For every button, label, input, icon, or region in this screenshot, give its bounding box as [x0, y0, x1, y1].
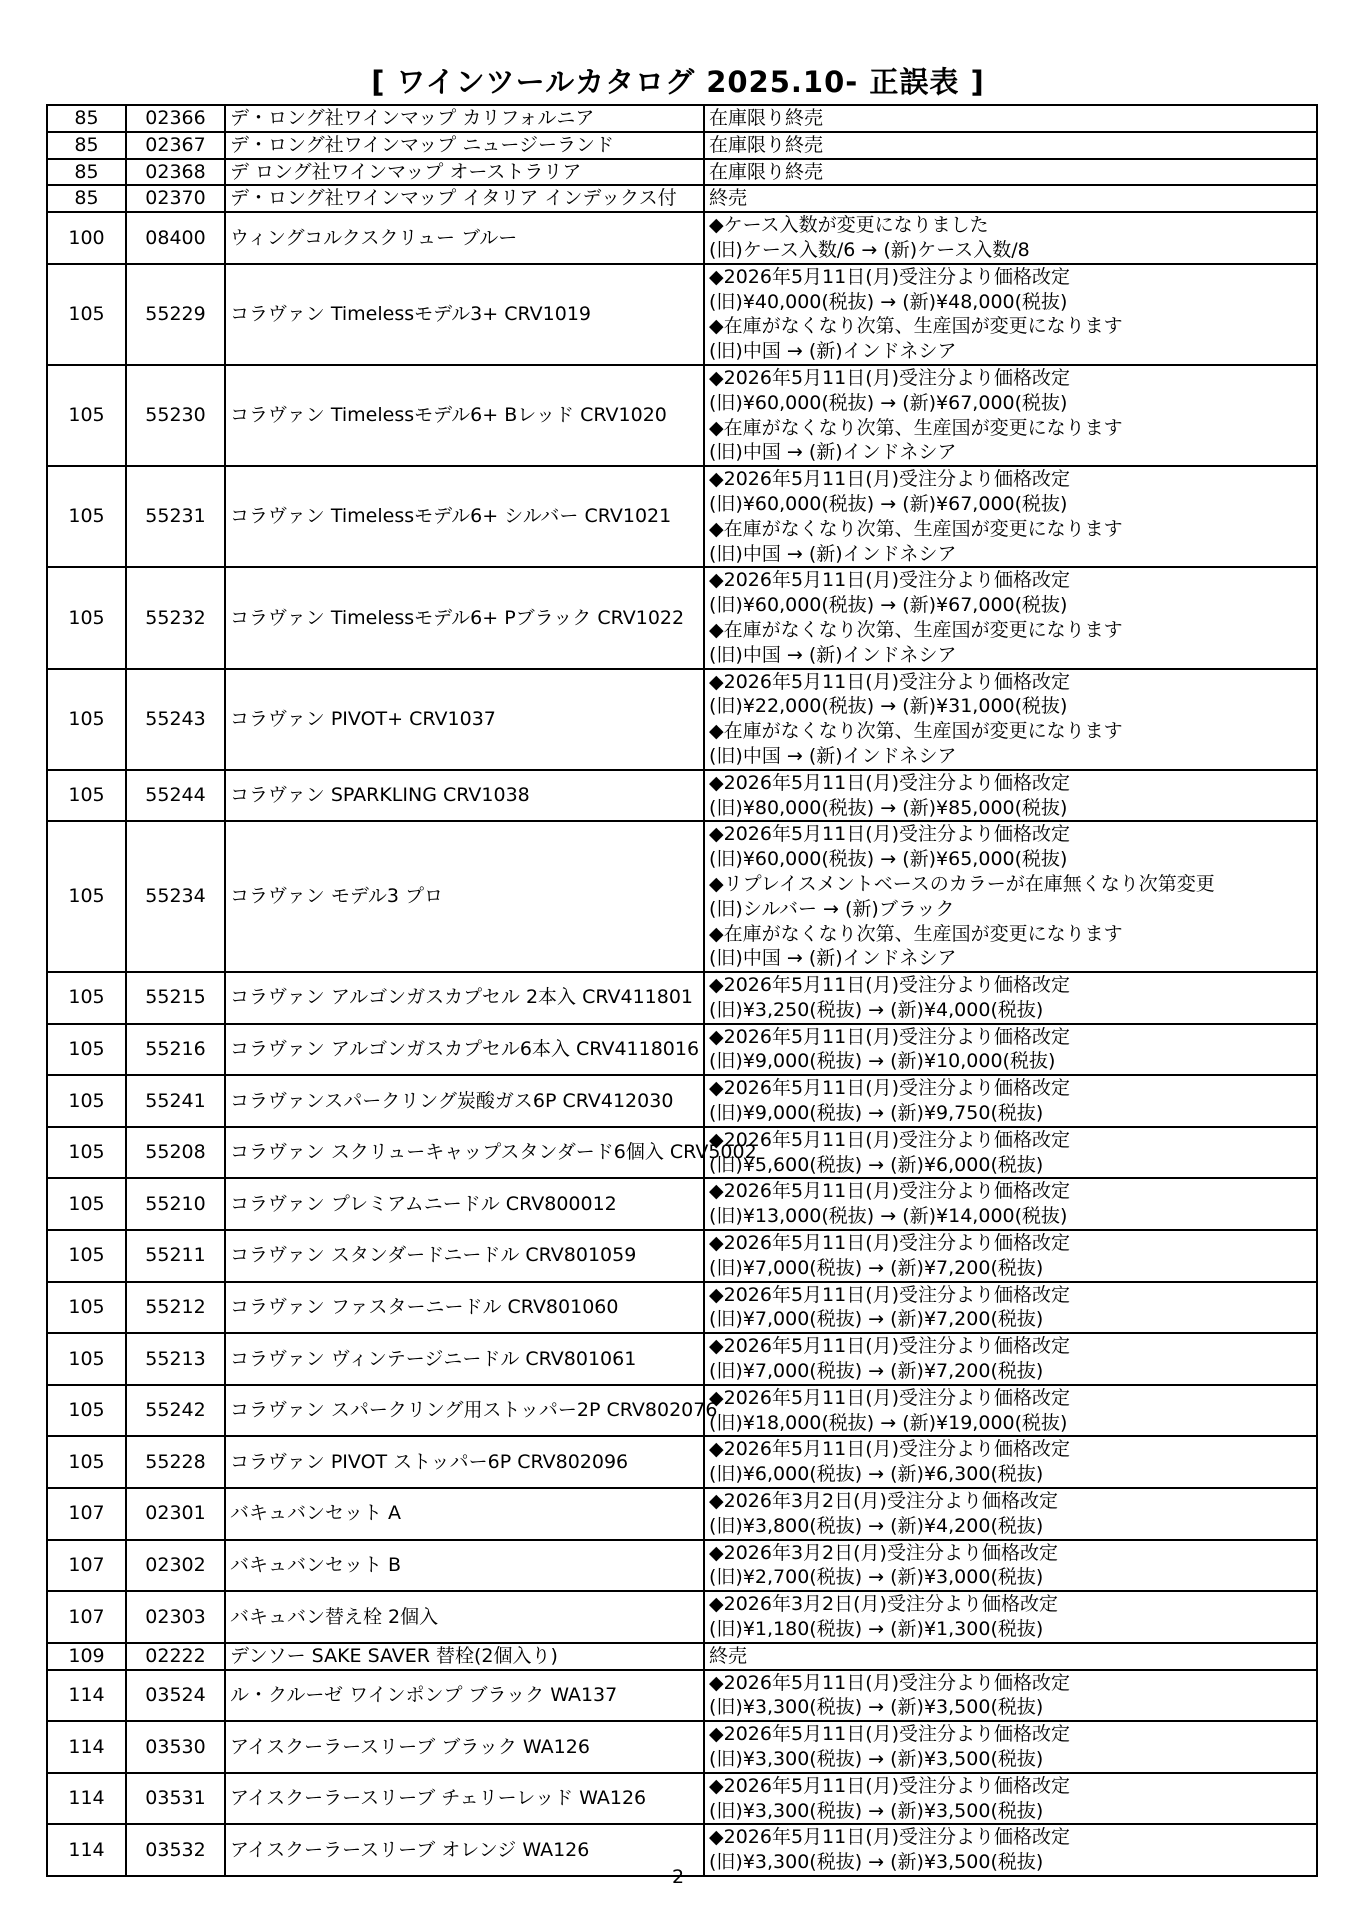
note-line: ◆2026年5月11日(月)受注分より価格改定 — [709, 670, 1071, 693]
table-row — [47, 365, 1317, 466]
note-line: ◆2026年5月11日(月)受注分より価格改定 — [709, 823, 1071, 846]
product-code-cell: 02302 — [126, 1540, 225, 1592]
table-row — [47, 185, 1317, 212]
note-line: ◆在庫がなくなり次第、生産国が変更になります — [709, 618, 1123, 641]
product-name-cell: ウィングコルクスクリュー ブルー — [225, 212, 704, 264]
product-code-cell: 02370 — [126, 185, 225, 212]
note-line: (旧)¥7,000(税抜) → (新)¥7,200(税抜) — [709, 1256, 1044, 1279]
product-code-cell: 55229 — [126, 264, 225, 365]
note-line: ◆2026年5月11日(月)受注分より価格改定 — [709, 366, 1071, 389]
product-name-cell: コラヴァン スパークリング用ストッパー2P CRV802076 — [225, 1385, 704, 1437]
product-code-cell: 55230 — [126, 365, 225, 466]
catalog-page-cell: 107 — [47, 1488, 126, 1540]
product-code-cell: 55231 — [126, 466, 225, 567]
note-line: (旧)¥60,000(税抜) → (新)¥67,000(税抜) — [709, 391, 1068, 414]
note-line: (旧)¥3,800(税抜) → (新)¥4,200(税抜) — [709, 1514, 1044, 1537]
note-line: ◆2026年5月11日(月)受注分より価格改定 — [709, 974, 1071, 997]
note-line: ◆2026年5月11日(月)受注分より価格改定 — [709, 1180, 1071, 1203]
notes-cell — [704, 1643, 1317, 1670]
table-row — [47, 1643, 1317, 1670]
product-name-cell: コラヴァン Timelessモデル6+ シルバー CRV1021 — [225, 466, 704, 567]
notes-cell — [704, 972, 1317, 1024]
note-line: 在庫限り終売 — [709, 133, 824, 156]
catalog-page-cell: 85 — [47, 185, 126, 212]
notes-cell — [704, 466, 1317, 567]
note-line: (旧)中国 → (新)インドネシア — [709, 542, 957, 565]
catalog-page-cell: 114 — [47, 1721, 126, 1773]
catalog-page-cell: 105 — [47, 1024, 126, 1076]
catalog-page-cell: 105 — [47, 1075, 126, 1127]
table-row — [47, 1591, 1317, 1643]
note-line: (旧)¥3,300(税抜) → (新)¥3,500(税抜) — [709, 1696, 1044, 1719]
note-line: (旧)¥13,000(税抜) → (新)¥14,000(税抜) — [709, 1205, 1068, 1228]
notes-cell — [704, 1333, 1317, 1385]
note-line: ◆在庫がなくなり次第、生産国が変更になります — [709, 315, 1123, 338]
note-line: ◆2026年5月11日(月)受注分より価格改定 — [709, 1438, 1071, 1461]
notes-cell — [704, 1385, 1317, 1437]
page-number: 2 — [671, 1866, 685, 1888]
notes-cell — [704, 105, 1317, 132]
catalog-page-cell: 105 — [47, 1178, 126, 1230]
notes-cell — [704, 1721, 1317, 1773]
note-line: (旧)¥9,000(税抜) → (新)¥10,000(税抜) — [709, 1050, 1056, 1073]
catalog-page-cell: 105 — [47, 264, 126, 365]
table-row — [47, 466, 1317, 567]
note-line: (旧)中国 → (新)インドネシア — [709, 340, 957, 363]
table-row — [47, 1024, 1317, 1076]
product-code-cell: 02301 — [126, 1488, 225, 1540]
note-line: (旧)¥60,000(税抜) → (新)¥67,000(税抜) — [709, 594, 1068, 617]
table-row — [47, 1773, 1317, 1825]
product-code-cell: 02303 — [126, 1591, 225, 1643]
notes-cell — [704, 1540, 1317, 1592]
table-row — [47, 1178, 1317, 1230]
notes-cell — [704, 1230, 1317, 1282]
table-row — [47, 1540, 1317, 1592]
product-code-cell: 03524 — [126, 1670, 225, 1722]
note-line: ◆2026年5月11日(月)受注分より価格改定 — [709, 1232, 1071, 1255]
table-row — [47, 1127, 1317, 1179]
errata-table — [46, 104, 1318, 1877]
notes-cell — [704, 185, 1317, 212]
catalog-page-cell: 105 — [47, 669, 126, 770]
note-line: (旧)¥1,180(税抜) → (新)¥1,300(税抜) — [709, 1618, 1044, 1641]
note-line: ◆2026年5月11日(月)受注分より価格改定 — [709, 1283, 1071, 1306]
notes-cell — [704, 669, 1317, 770]
product-code-cell: 03531 — [126, 1773, 225, 1825]
product-name-cell: コラヴァン Timelessモデル3+ CRV1019 — [225, 264, 704, 365]
page-title: [ ワインツールカタログ 2025.10- 正誤表 ] — [371, 65, 985, 99]
product-code-cell: 55228 — [126, 1436, 225, 1488]
note-line: ◆2026年5月11日(月)受注分より価格改定 — [709, 1077, 1071, 1100]
notes-cell — [704, 1591, 1317, 1643]
note-line: (旧)中国 → (新)インドネシア — [709, 441, 957, 464]
product-name-cell: バキュバンセット B — [225, 1540, 704, 1592]
note-line: 終売 — [709, 1644, 748, 1667]
catalog-page-cell: 105 — [47, 770, 126, 822]
product-name-cell: コラヴァン アルゴンガスカプセル 2本入 CRV411801 — [225, 972, 704, 1024]
product-name-cell: コラヴァン プレミアムニードル CRV800012 — [225, 1178, 704, 1230]
product-name-cell: コラヴァン ヴィンテージニードル CRV801061 — [225, 1333, 704, 1385]
product-code-cell: 02368 — [126, 159, 225, 186]
catalog-page-cell: 114 — [47, 1670, 126, 1722]
catalog-page-cell: 85 — [47, 105, 126, 132]
product-code-cell: 55215 — [126, 972, 225, 1024]
table-row — [47, 1670, 1317, 1722]
catalog-page-cell: 105 — [47, 1333, 126, 1385]
product-code-cell: 55213 — [126, 1333, 225, 1385]
table-row — [47, 1488, 1317, 1540]
note-line: (旧)中国 → (新)インドネシア — [709, 643, 957, 666]
catalog-page-cell: 105 — [47, 1385, 126, 1437]
notes-cell — [704, 1488, 1317, 1540]
notes-cell — [704, 1178, 1317, 1230]
catalog-page-cell: 105 — [47, 567, 126, 668]
table-row — [47, 1282, 1317, 1334]
product-name-cell: バキュバンセット A — [225, 1488, 704, 1540]
note-line: (旧)¥80,000(税抜) → (新)¥85,000(税抜) — [709, 796, 1068, 819]
catalog-page-cell: 114 — [47, 1824, 126, 1876]
product-name-cell: コラヴァンスパークリング炭酸ガス6P CRV412030 — [225, 1075, 704, 1127]
table-row — [47, 132, 1317, 159]
catalog-page-cell: 105 — [47, 1436, 126, 1488]
note-line: (旧)¥3,300(税抜) → (新)¥3,500(税抜) — [709, 1748, 1044, 1770]
note-line: ◆在庫がなくなり次第、生産国が変更になります — [709, 720, 1123, 743]
note-line: (旧)¥2,700(税抜) → (新)¥3,000(税抜) — [709, 1566, 1044, 1589]
note-line: (旧)¥3,250(税抜) → (新)¥4,000(税抜) — [709, 998, 1044, 1021]
product-name-cell: コラヴァン アルゴンガスカプセル6本入 CRV4118016 — [225, 1024, 704, 1076]
table-row — [47, 1075, 1317, 1127]
catalog-page-cell: 100 — [47, 212, 126, 264]
notes-cell — [704, 1127, 1317, 1179]
product-code-cell: 55208 — [126, 1127, 225, 1179]
product-code-cell: 55242 — [126, 1385, 225, 1437]
table-row — [47, 1230, 1317, 1282]
table-row — [47, 770, 1317, 822]
product-code-cell: 08400 — [126, 212, 225, 264]
product-code-cell: 03532 — [126, 1824, 225, 1876]
table-row — [47, 567, 1317, 668]
note-line: ◆2026年5月11日(月)受注分より価格改定 — [709, 265, 1071, 288]
notes-cell — [704, 132, 1317, 159]
notes-cell — [704, 365, 1317, 466]
notes-cell — [704, 1670, 1317, 1722]
note-line: (旧)¥7,000(税抜) → (新)¥7,200(税抜) — [709, 1308, 1044, 1331]
note-line: (旧)中国 → (新)インドネシア — [709, 744, 957, 767]
product-code-cell: 55244 — [126, 770, 225, 822]
product-code-cell: 55216 — [126, 1024, 225, 1076]
product-name-cell: コラヴァン ファスターニードル CRV801060 — [225, 1282, 704, 1334]
note-line: ◆2026年5月11日(月)受注分より価格改定 — [709, 1386, 1071, 1409]
product-name-cell: コラヴァン PIVOT+ CRV1037 — [225, 669, 704, 770]
note-line: ◆2026年3月2日(月)受注分より価格改定 — [709, 1593, 1058, 1616]
product-name-cell: コラヴァン スタンダードニードル CRV801059 — [225, 1230, 704, 1282]
notes-cell — [704, 1436, 1317, 1488]
catalog-page-cell: 85 — [47, 132, 126, 159]
table-row — [47, 669, 1317, 770]
table-row — [47, 105, 1317, 132]
catalog-page-cell: 105 — [47, 1127, 126, 1179]
note-line: (旧)¥7,000(税抜) → (新)¥7,200(税抜) — [709, 1360, 1044, 1383]
product-name-cell: ル・クルーゼ ワインポンプ ブラック WA137 — [225, 1670, 704, 1722]
catalog-page-cell: 85 — [47, 159, 126, 186]
product-name-cell: コラヴァン PIVOT ストッパー6P CRV802096 — [225, 1436, 704, 1488]
catalog-page-cell: 107 — [47, 1591, 126, 1643]
product-name-cell: コラヴァン SPARKLING CRV1038 — [225, 770, 704, 822]
note-line: (旧)¥18,000(税抜) → (新)¥19,000(税抜) — [709, 1411, 1068, 1434]
note-line: ◆在庫がなくなり次第、生産国が変更になります — [709, 416, 1123, 439]
notes-cell — [704, 1075, 1317, 1127]
table-row — [47, 1721, 1317, 1773]
table-row — [47, 1436, 1317, 1488]
notes-cell — [704, 212, 1317, 264]
product-name-cell: デ・ロング社ワインマップ イタリア インデックス付 — [225, 185, 704, 212]
product-name-cell: アイスクーラースリーブ チェリーレッド WA126 — [225, 1773, 704, 1825]
note-line: ◆2026年5月11日(月)受注分より価格改定 — [709, 1826, 1071, 1849]
note-line: ◆リプレイスメントベースのカラーが在庫無くなり次第変更 — [709, 872, 1215, 895]
note-line: (旧)¥3,300(税抜) → (新)¥3,500(税抜) — [709, 1799, 1044, 1822]
note-line: (旧)シルバー → (新)ブラック — [709, 897, 955, 920]
catalog-page-cell: 105 — [47, 1282, 126, 1334]
notes-cell — [704, 1282, 1317, 1334]
note-line: 在庫限り終売 — [709, 107, 824, 129]
note-line: (旧)¥9,000(税抜) → (新)¥9,750(税抜) — [709, 1102, 1044, 1125]
notes-cell — [704, 821, 1317, 972]
note-line: (旧)¥60,000(税抜) → (新)¥67,000(税抜) — [709, 492, 1068, 515]
catalog-page-cell: 107 — [47, 1540, 126, 1592]
note-line: ◆ケース入数が変更になりました — [709, 214, 989, 237]
notes-cell — [704, 159, 1317, 186]
note-line: ◆2026年5月11日(月)受注分より価格改定 — [709, 1774, 1071, 1797]
note-line: ◆2026年5月11日(月)受注分より価格改定 — [709, 1025, 1071, 1048]
product-name-cell: コラヴァン モデル3 プロ — [225, 821, 704, 972]
note-line: ◆2026年5月11日(月)受注分より価格改定 — [709, 1335, 1071, 1358]
product-code-cell: 55243 — [126, 669, 225, 770]
product-name-cell: コラヴァン スクリューキャップスタンダード6個入 CRV5002 — [225, 1127, 704, 1179]
note-line: ◆2026年5月11日(月)受注分より価格改定 — [709, 569, 1071, 592]
notes-cell — [704, 1773, 1317, 1825]
table-row — [47, 972, 1317, 1024]
table-row — [47, 821, 1317, 972]
note-line: ◆2026年3月2日(月)受注分より価格改定 — [709, 1490, 1058, 1513]
product-name-cell: コラヴァン Timelessモデル6+ Pブラック CRV1022 — [225, 567, 704, 668]
note-line: ◆2026年5月11日(月)受注分より価格改定 — [709, 771, 1071, 794]
product-name-cell: バキュバン替え栓 2個入 — [225, 1591, 704, 1643]
note-line: (旧)ケース入数/6 → (新)ケース入数/8 — [709, 238, 1030, 261]
note-line: (旧)¥3,300(税抜) → (新)¥3,500(税抜) — [709, 1851, 1044, 1874]
catalog-page-cell: 105 — [47, 972, 126, 1024]
table-row — [47, 1333, 1317, 1385]
note-line: (旧)¥60,000(税抜) → (新)¥65,000(税抜) — [709, 848, 1068, 871]
product-name-cell: デ・ロング社ワインマップ ニュージーランド — [225, 132, 704, 159]
product-code-cell: 55241 — [126, 1075, 225, 1127]
product-code-cell: 55232 — [126, 567, 225, 668]
catalog-page-cell: 105 — [47, 821, 126, 972]
table-row — [47, 159, 1317, 186]
product-name-cell: コラヴァン Timelessモデル6+ Bレッド CRV1020 — [225, 365, 704, 466]
catalog-page-cell: 105 — [47, 466, 126, 567]
notes-cell — [704, 1024, 1317, 1076]
product-code-cell: 02366 — [126, 105, 225, 132]
note-line: (旧)中国 → (新)インドネシア — [709, 947, 957, 970]
note-line: ◆在庫がなくなり次第、生産国が変更になります — [709, 517, 1123, 540]
table-row — [47, 1385, 1317, 1437]
product-name-cell: アイスクーラースリーブ オレンジ WA126 — [225, 1824, 704, 1876]
note-line: (旧)¥6,000(税抜) → (新)¥6,300(税抜) — [709, 1463, 1044, 1486]
note-line: (旧)¥5,600(税抜) → (新)¥6,000(税抜) — [709, 1153, 1044, 1176]
product-code-cell: 03530 — [126, 1721, 225, 1773]
note-line: ◆2026年5月11日(月)受注分より価格改定 — [709, 1671, 1071, 1694]
notes-cell — [704, 264, 1317, 365]
table-row — [47, 212, 1317, 264]
note-line: (旧)¥22,000(税抜) → (新)¥31,000(税抜) — [709, 695, 1068, 718]
catalog-page-cell: 109 — [47, 1643, 126, 1670]
note-line: ◆2026年5月11日(月)受注分より価格改定 — [709, 468, 1071, 491]
product-code-cell: 55234 — [126, 821, 225, 972]
product-name-cell: アイスクーラースリーブ ブラック WA126 — [225, 1721, 704, 1773]
notes-cell — [704, 567, 1317, 668]
product-name-cell: デ・ロング社ワインマップ カリフォルニア — [225, 105, 704, 132]
product-code-cell: 55211 — [126, 1230, 225, 1282]
product-name-cell: デンソー SAKE SAVER 替栓(2個入り) — [225, 1643, 704, 1670]
product-code-cell: 55212 — [126, 1282, 225, 1334]
product-code-cell: 02222 — [126, 1643, 225, 1670]
note-line: ◆2026年5月11日(月)受注分より価格改定 — [709, 1723, 1071, 1746]
catalog-page-cell: 114 — [47, 1773, 126, 1825]
note-line: ◆2026年5月11日(月)受注分より価格改定 — [709, 1128, 1071, 1151]
product-code-cell: 55210 — [126, 1178, 225, 1230]
note-line: ◆在庫がなくなり次第、生産国が変更になります — [709, 922, 1123, 945]
note-line: 終売 — [709, 187, 748, 210]
catalog-page-cell: 105 — [47, 365, 126, 466]
note-line: ◆2026年3月2日(月)受注分より価格改定 — [709, 1541, 1058, 1564]
errata-table-body — [47, 105, 1317, 1876]
table-row — [47, 264, 1317, 365]
catalog-page-cell: 105 — [47, 1230, 126, 1282]
note-line: (旧)¥40,000(税抜) → (新)¥48,000(税抜) — [709, 290, 1068, 313]
notes-cell — [704, 770, 1317, 822]
product-name-cell: デ ロング社ワインマップ オーストラリア — [225, 159, 704, 186]
product-code-cell: 02367 — [126, 132, 225, 159]
note-line: 在庫限り終売 — [709, 160, 824, 183]
